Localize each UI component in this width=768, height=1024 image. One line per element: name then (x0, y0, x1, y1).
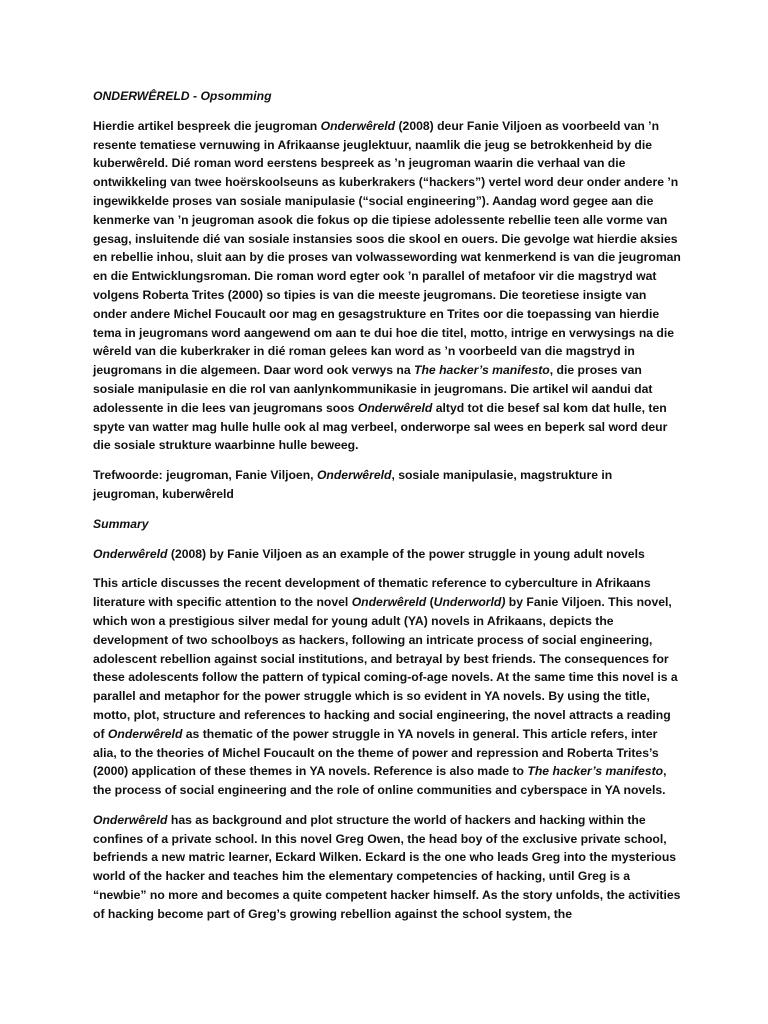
novel-title-ref: Onderwêreld (107, 726, 183, 741)
novel-translation-ref: Underworld) (433, 595, 506, 610)
novel-title-ref: Onderwêreld (93, 812, 168, 827)
title-sub: Opsomming (200, 89, 272, 103)
title-separator: - (189, 89, 201, 103)
abstract-en-text: as thematic of the power struggle in YA novels in general. This article refers, inter alia, to the theories of Michel Foucault on the theme of power and repression and Roberta Trites’s (2000) application of these themes in YA novels. Reference is also made to (93, 726, 659, 779)
keywords-text: Trefwoorde: jeugroman, Fanie Viljoen, (93, 468, 317, 483)
novel-title-ref: Onderwêreld (357, 400, 433, 415)
novel-title-ref: Onderwêreld (93, 546, 168, 561)
body-paragraph (93, 811, 681, 924)
keywords (93, 466, 681, 504)
summary-heading (93, 515, 681, 534)
abstract-af-text: altyd tot die besef sal kom dat hulle, ten spyte van watter mag hulle hulle ook al mag verbeel, onderworpe sal wees en beperk sal word deur die sosiale strukture waarbinne hulle beweeg. (93, 400, 668, 453)
novel-title-ref: Onderwêreld (351, 595, 427, 610)
abstract-en-text: ( (426, 595, 434, 610)
abstract-en-text: , the process of social engineering and the role of online communities and cyberspace in YA novels. (93, 764, 667, 798)
manifesto-ref: The hacker’s manifesto (414, 363, 550, 378)
abstract-english (93, 574, 681, 800)
title-main: ONDERWÊRELD (93, 89, 190, 103)
abstract-en-text: This article discusses the recent development of thematic reference to cyberculture in Afrikaans literature with specific attention to the novel (93, 576, 651, 610)
keywords-text: , sosiale manipulasie, magstrukture in jeugroman, kuberwêreld (93, 468, 613, 501)
body-text: has as background and plot structure the world of hackers and hacking within the confines of a private school. In this novel Greg Owen, the head boy of the exclusive private school, befriends a new matric learner, Eckard Wilken. Eckard is the one who leads Greg into the mysterious world of the hacker and teaches him the elementary competencies of hacking, until Greg is a “newbie” no more and becomes a quite competent hacker himself. As the story unfolds, the activities of hacking become part of Greg’s growing rebellion against the school system, the (93, 812, 681, 921)
abstract-af-text: (2008) deur Fanie Viljoen as voorbeeld van ’n resente tematiese vernuwing in Afrikaanse jeuglektuur, naamlik die jeug se betrokkenheid by die kuberwêreld. Dié roman word eerstens bespreek as ’n jeugroman waarin die verhaal van die ontwikkeling van twee hoërskoolseuns as kuberkrakers (“hackers”) vertel word deur onder andere ’n ingewikkelde proses van sosiale manipulasie (“social engineering”). Aandag word gegee aan die kenmerke van ’n jeugroman asook die fokus op die tipiese adolessente rebellie teen alle vorme van gesag, insluitende dié van sosiale instansies soos die skool en ouers. Die gevolge wat hierdie aksies en rebellie inhou, sluit aan by die proses van volwassewording wat kenmerkend is van die jeugroman en die Entwicklungsroman. Die roman word egter ook ’n parallel of metafoor vir die magstryd wat volgens Roberta Trites (2000) so tipies is van die meeste jeugromans. Die teoretiese insigte van onder andere Michel Foucault oor mag en gesagstrukture en Trites oor die toepassing van hierdie tema in jeugromans word aangewend om aan te dui hoe die titel, motto, intrige en verwysings na die wêreld van die kuberkraker in dié roman gelees kan word as ’n voorbeeld van die magstryd in jeugromans in die algemeen. Daar word ook verwys na (93, 118, 681, 378)
summary-subtitle (93, 545, 681, 564)
abstract-af-text: Hierdie artikel bespreek die jeugroman (93, 118, 321, 133)
abstract-en-text: by Fanie Viljoen. This novel, which won a prestigious silver medal for young adult (YA) novels in Afrikaans, depicts the development of two schoolboys as hackers, following an intricate process of social engineering, adolescent rebellion against social institutions, and betrayal by best friends. The consequences for these adolescents follow the pattern of typical coming-of-age novels. At the same time this novel is a parallel and metaphor for the power struggle which is so evident in YA novels. By using the title, motto, plot, structure and references to hacking and social engineering, the novel attracts a reading of (93, 595, 678, 741)
summary-heading-text: Summary (93, 516, 149, 531)
novel-title-ref: Onderwêreld (320, 118, 396, 133)
novel-title-ref: Onderwêreld (316, 468, 392, 483)
summary-subtitle-text: (2008) by Fanie Viljoen as an example of the power struggle in young adult novels (167, 546, 645, 561)
manifesto-ref: The hacker’s manifesto (527, 764, 664, 779)
abstract-afrikaans (93, 117, 681, 455)
document-body (93, 87, 681, 935)
document-title (93, 87, 681, 106)
abstract-af-text: , die proses van sosiale manipulasie en die rol van aanlynkommunikasie in jeugromans. Die artikel wil aandui dat adolessente in die lees van jeugromans soos (93, 363, 653, 415)
